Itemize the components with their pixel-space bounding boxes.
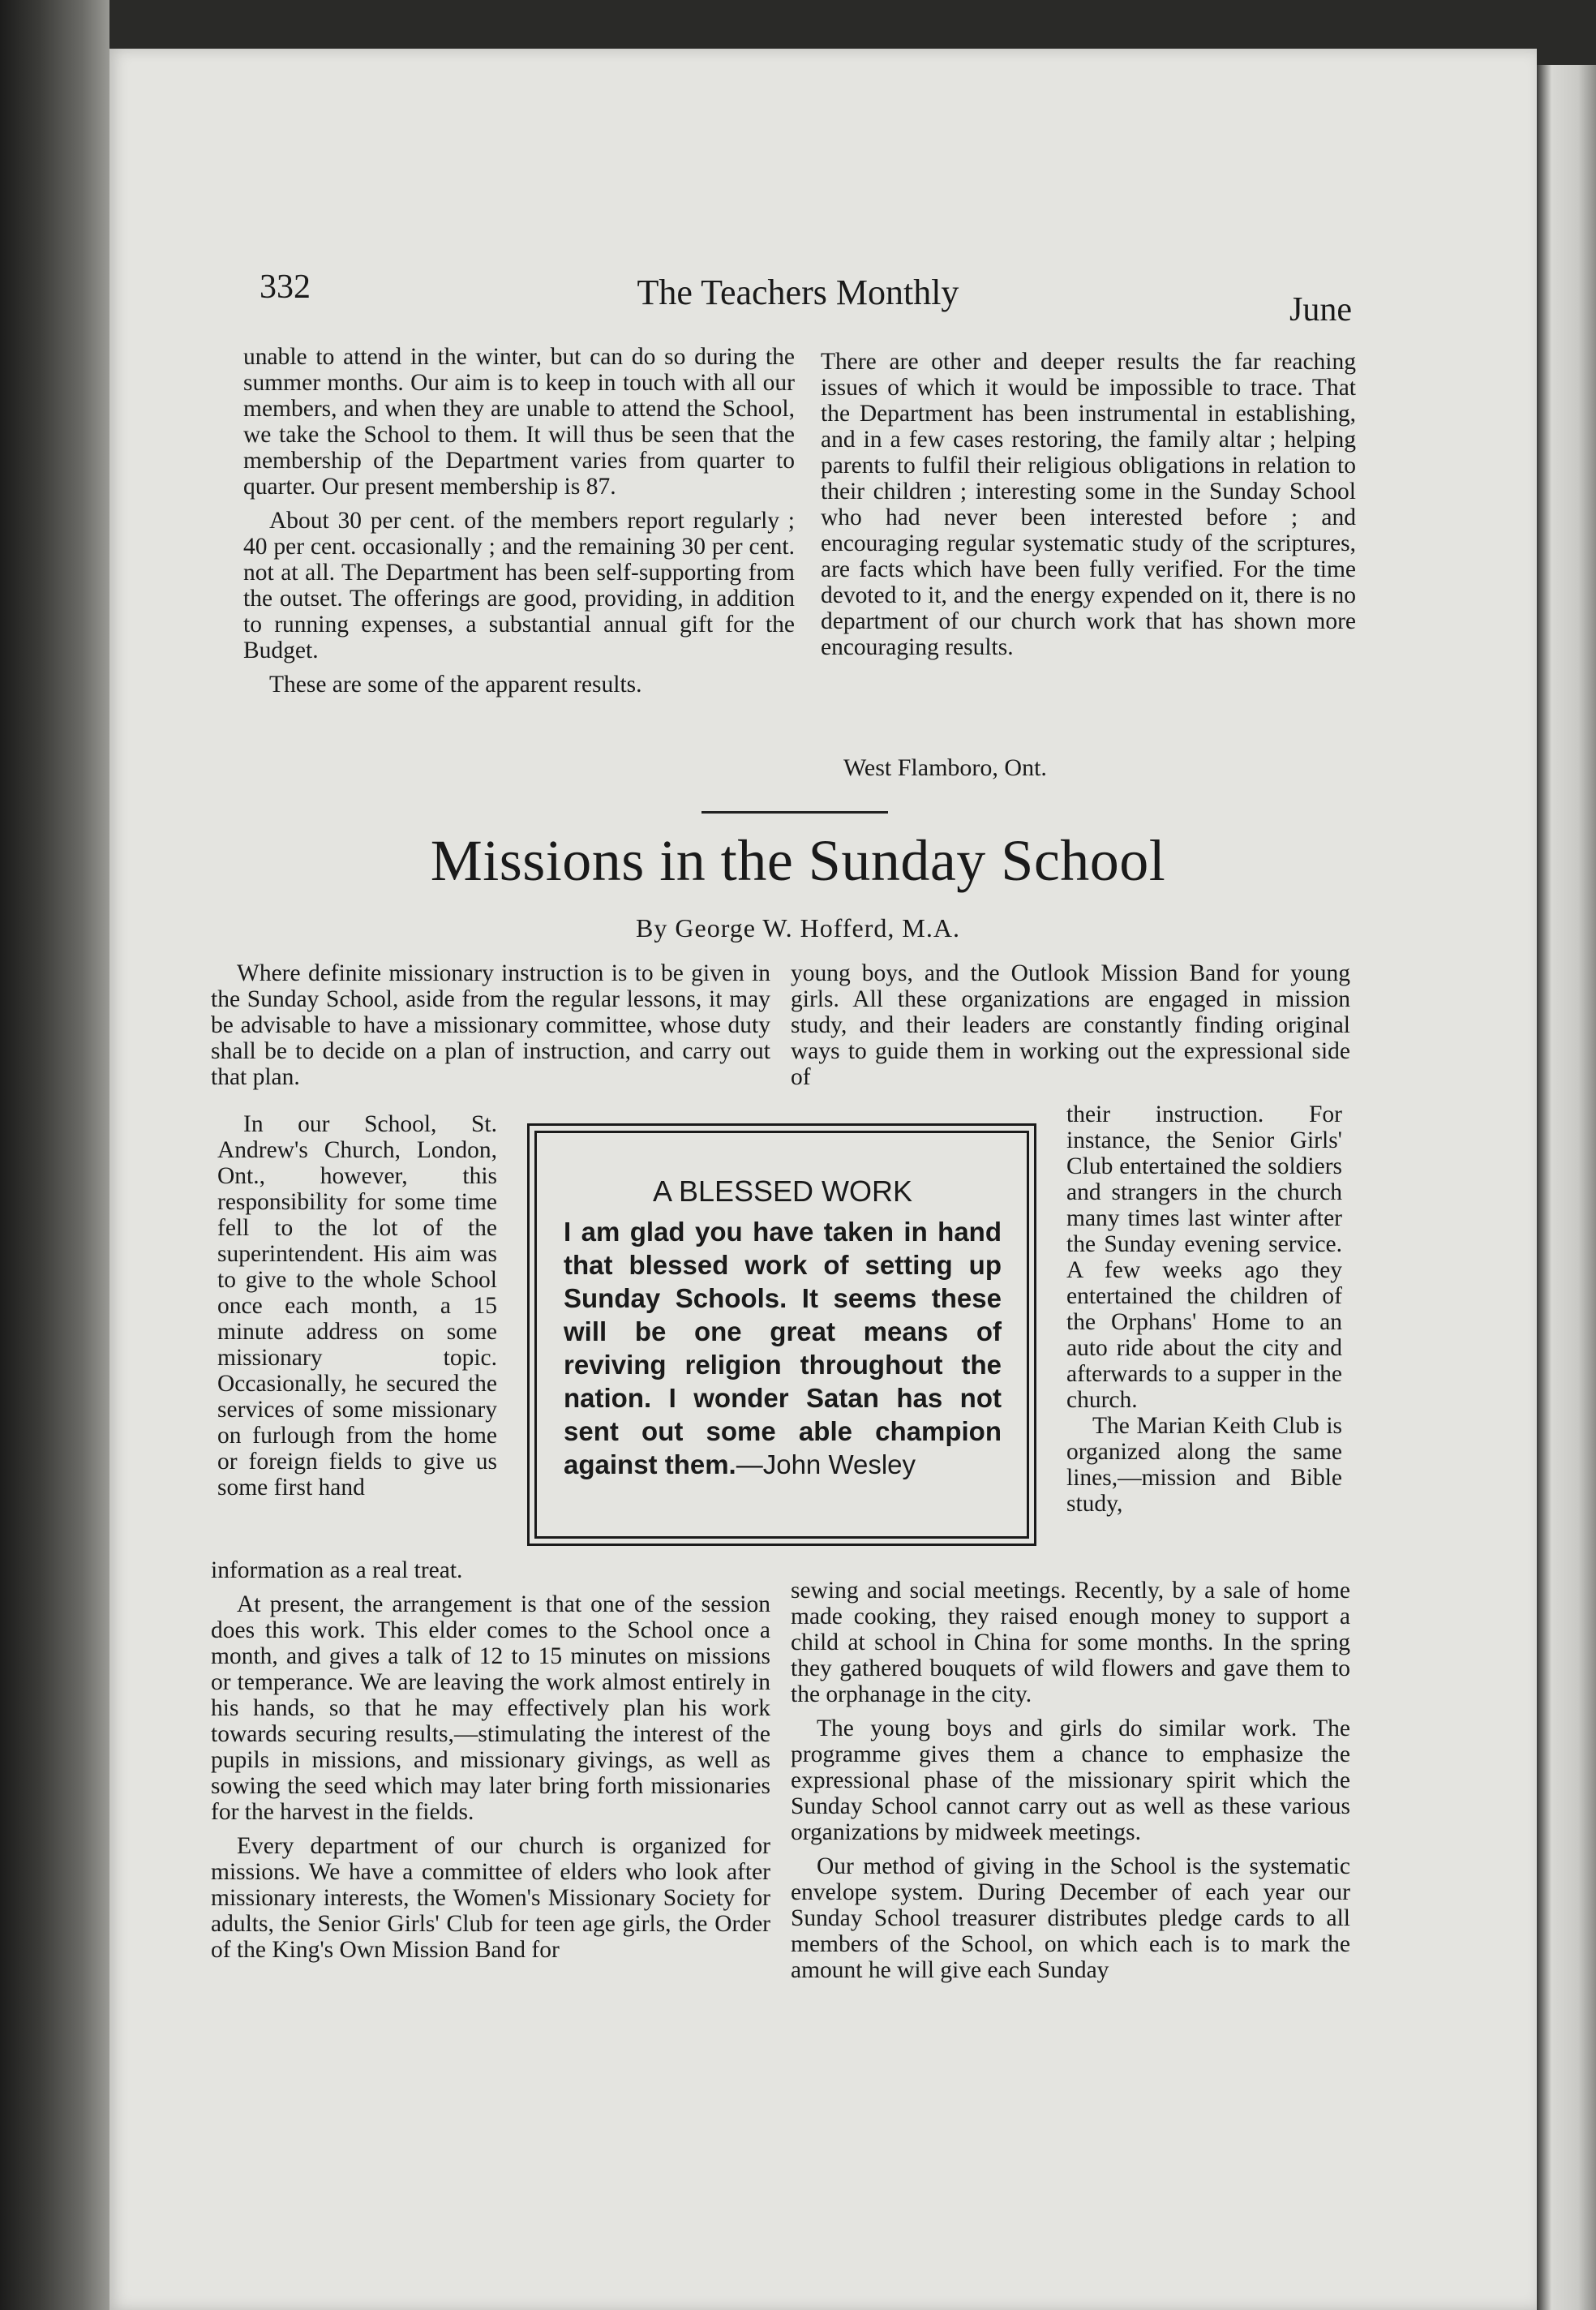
top-right-column: [821, 349, 1356, 668]
bottom-right-column-top: [791, 960, 1350, 1098]
running-title: The Teachers Monthly: [637, 273, 959, 312]
bottom-left-column-continued: [211, 1557, 770, 1971]
boxed-quote-title: A BLESSED WORK: [652, 1174, 913, 1208]
paragraph: The young boys and girls do similar work. The programme gives them a chance to emphasize the expressional phase of the missionary spirit which the Sunday School cannot carry out as well as these various organizations by midweek meetings.: [791, 1715, 1350, 1845]
paragraph-continued: sewing and social meetings. Recently, by a sale of home made cooking, they raised enough money to support a child at school in China for some months. In the spring they gathered bouquets of wild flowers and gave them to the orphanage in the city.: [791, 1578, 1350, 1707]
page-number: 332: [260, 268, 311, 306]
boxed-quote-content: [564, 1174, 1002, 1481]
paragraph-end: information as a real treat.: [211, 1557, 463, 1583]
wrapped-left-text: [217, 1111, 497, 1501]
paragraph: young boys, and the Outlook Mission Band for young girls. All these organizations are engaged in mission study, and their leaders are constantly finding original ways to guide them in working out the expressional side of: [791, 960, 1350, 1090]
paragraph: These are some of the apparent results.: [269, 672, 642, 698]
byline: By George W. Hofferd, M.A.: [636, 913, 960, 942]
bottom-right-column-continued: [791, 1578, 1350, 1991]
wrapped-right-text: [1066, 1101, 1342, 1517]
issue-month: June: [1289, 291, 1352, 328]
book-binding-shadow: [0, 0, 109, 2310]
paragraph: their instruction. For instance, the Senior Girls' Club entertained the soldiers and strangers in the church many times last winter after the Sunday evening service. A few weeks ago they entertained the children of the Orphans' Home to an auto ride about the city and afterwards to a supper in the church.: [1066, 1101, 1342, 1413]
paragraph: Every department of our church is organized for missions. We have a committee of elders who look after missionary interests, the Women's Missionary Society for adults, the Senior Girls' Club for teen age girls, the Order of the King's Own Mission Band for: [211, 1833, 770, 1963]
quote-text: I am glad you have taken in hand that blessed work of setting up Sunday Schools. It seems these will be one great means of reviving religion throughout the nation. I wonder Satan has not sent out some able champion against them.: [564, 1217, 1002, 1479]
section-divider: [701, 811, 888, 814]
paragraph: About 30 per cent. of the members report regularly ; 40 per cent. occasionally ; and the remaining 30 per cent. not at all. The Department has been self-supporting from the outset. The offerings are good, providing, in addition to running expenses, a substantial annual gift for the Budget.: [243, 508, 795, 663]
paragraph: Our method of giving in the School is the systematic envelope system. During December of each year our Sunday School treasurer distributes pledge cards to all members of the School, on which each is to mark the amount he will give each Sunday: [791, 1853, 1350, 1983]
article-signoff: West Flamboro, Ont.: [843, 754, 1047, 781]
boxed-quote: [527, 1123, 1036, 1546]
paragraph: There are other and deeper results the far reaching issues of which it would be impossible to trace. That the Department has been instrumental in establishing, and in a few cases restoring, the family altar ; helping parents to fulfil their religious obligations in relation to their children ; interesting some in the Sunday School who had never been interested before ; and encouraging regular systematic study of the scriptures, are facts which have been fully verified. For the time devoted to it, and the energy expended on it, there is no department of our church work that has shown more encouraging results.: [821, 349, 1356, 660]
paragraph: Where definite missionary instruction is to be given in the Sunday School, aside from the regular lessons, it may be advisable to have a missionary committee, whose duty shall be to decide on a plan of instruction, and carry out that plan.: [211, 960, 770, 1090]
paragraph: In our School, St. Andrew's Church, London, Ont., however, this responsibility for some time fell to the lot of the superintendent. His aim was to give to the whole School once each month, a 15 minute address on some missionary topic. Occasionally, he secured the services of some missionary on furlough from the home or foreign fields to give us some first hand: [217, 1111, 497, 1501]
bottom-left-column: [211, 960, 770, 1098]
paragraph: The Marian Keith Club is organized along the same lines,—mission and Bible study,: [1066, 1413, 1342, 1517]
paragraph: At present, the arrangement is that one of the session does this work. This elder comes to the School once a month, and gives a talk of 12 to 15 minutes on missions or temperance. We are leaving the work almost entirely in his hands, so that he may effectively plan his work towards securing results,—stimulating the interest of the pupils in missions, and missionary givings, as well as sowing the seed which may later bring forth missionaries for the harvest in the fields.: [211, 1591, 770, 1825]
top-left-column: [243, 344, 795, 706]
paragraph: unable to attend in the winter, but can do so during the summer months. Our aim is to keep in touch with all our members, and when they are unable to attend the School, we take the School to them. It will thus be seen that the membership of the Department varies from quarter to quarter. Our present membership is 87.: [243, 344, 795, 500]
next-page-edge: [1537, 65, 1596, 2310]
boxed-quote-body: [564, 1215, 1002, 1481]
quote-author: —John Wesley: [736, 1449, 916, 1479]
article-title: Missions in the Sunday School: [430, 828, 1166, 893]
